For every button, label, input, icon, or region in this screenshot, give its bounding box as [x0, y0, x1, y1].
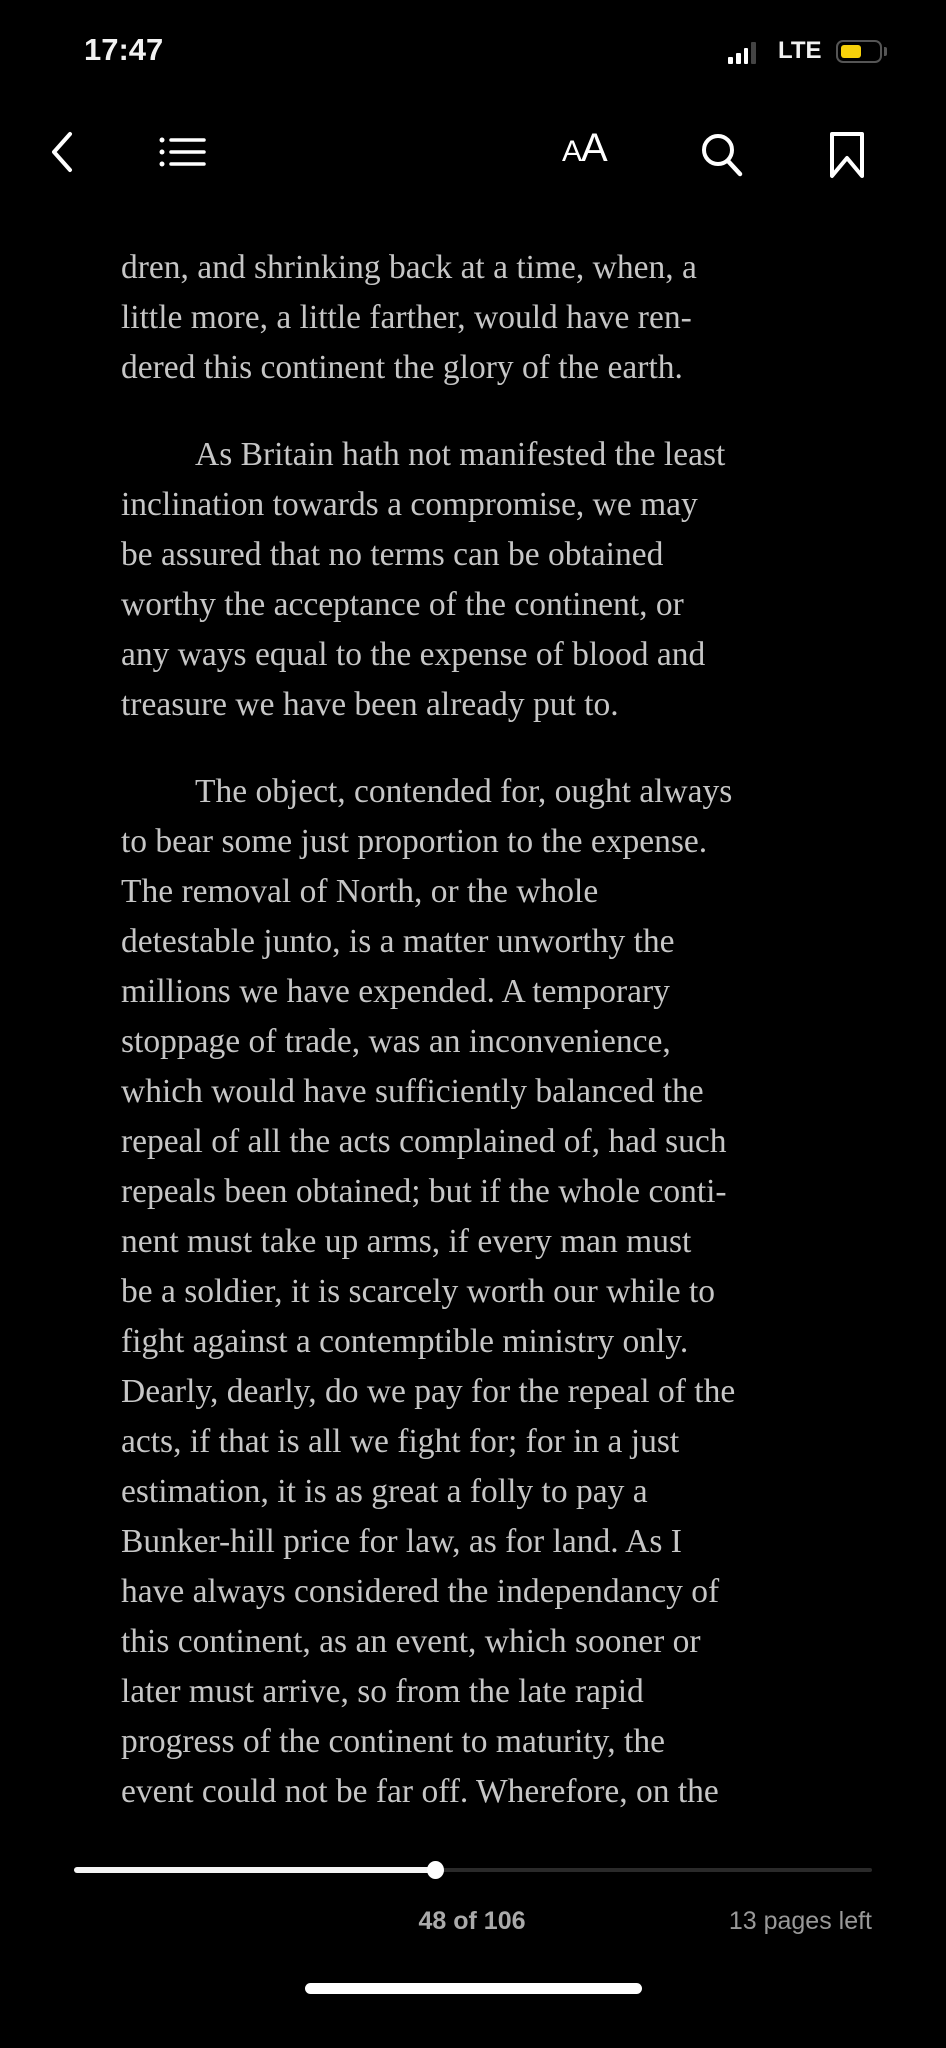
text-line: Bunker-hill price for law, as for land. As I — [121, 1523, 682, 1560]
font-settings-button[interactable] — [562, 126, 607, 171]
text-line: dered this continent the glory of the earth. — [121, 349, 683, 386]
text-line: As Britain hath not manifested the least — [195, 436, 726, 473]
book-page-text — [121, 243, 881, 1854]
text-line: to bear some just proportion to the expense. — [121, 823, 708, 860]
text-line: this continent, as an event, which sooner or — [121, 1623, 701, 1660]
bookmark-button[interactable] — [826, 130, 870, 174]
text-line: nent must take up arms, if every man must — [121, 1223, 692, 1260]
search-button[interactable] — [698, 130, 742, 174]
signal-icon — [728, 42, 756, 64]
progress-thumb[interactable] — [427, 1861, 444, 1879]
text-line: repeal of all the acts complained of, had such — [121, 1123, 727, 1160]
page-number: 48 of 106 — [418, 1907, 526, 1935]
text-line: detestable junto, is a matter unworthy the — [121, 923, 675, 960]
pages-left: 13 pages left — [728, 1907, 872, 1935]
list-icon — [158, 130, 206, 174]
chevron-left-icon — [42, 130, 86, 174]
text-line: acts, if that is all we fight for; for in a just — [121, 1423, 680, 1460]
network-label: LTE — [778, 37, 822, 64]
paragraph — [121, 243, 881, 393]
text-line: any ways equal to the expense of blood and — [121, 636, 706, 673]
font-large-a: A — [581, 126, 607, 170]
battery-icon — [836, 40, 882, 63]
progress-fill — [74, 1867, 435, 1873]
font-small-a: A — [562, 135, 582, 168]
bookmark-icon — [826, 130, 868, 180]
text-line: The object, contended for, ought always — [195, 773, 733, 810]
text-line: progress of the continent to maturity, the — [121, 1723, 665, 1760]
text-line: event could not be far off. Wherefore, on the — [121, 1773, 719, 1810]
text-line: which would have sufficiently balanced the — [121, 1073, 704, 1110]
text-line: little more, a little farther, would have ren- — [121, 299, 692, 336]
text-line: dren, and shrinking back at a time, when, a — [121, 249, 697, 286]
text-line: fight against a contemptible ministry only. — [121, 1323, 689, 1360]
text-line: be assured that no terms can be obtained — [121, 536, 664, 573]
text-line: have always considered the independancy of — [121, 1573, 720, 1610]
text-line: millions we have expended. A temporary — [121, 973, 670, 1010]
text-line: later must arrive, so from the late rapid — [121, 1673, 644, 1710]
text-line: worthy the acceptance of the continent, or — [121, 586, 684, 623]
text-line: repeals been obtained; but if the whole conti- — [121, 1173, 727, 1210]
text-line: be a soldier, it is scarcely worth our while to — [121, 1273, 716, 1310]
paragraph — [121, 430, 881, 730]
paragraph — [121, 767, 881, 1817]
text-line: inclination towards a compromise, we may — [121, 486, 698, 523]
text-line: The removal of North, or the whole — [121, 873, 599, 910]
back-button[interactable] — [42, 130, 86, 174]
text-line: treasure we have been already put to. — [121, 686, 619, 723]
text-line: stoppage of trade, was an inconvenience, — [121, 1023, 671, 1060]
battery-tip — [884, 47, 887, 56]
text-line: Dearly, dearly, do we pay for the repeal of the — [121, 1373, 736, 1410]
home-indicator[interactable] — [305, 1983, 642, 1994]
table-of-contents-button[interactable] — [158, 130, 202, 174]
text-line: estimation, it is as great a folly to pay a — [121, 1473, 648, 1510]
status-time: 17:47 — [84, 32, 164, 67]
search-icon — [698, 130, 746, 178]
